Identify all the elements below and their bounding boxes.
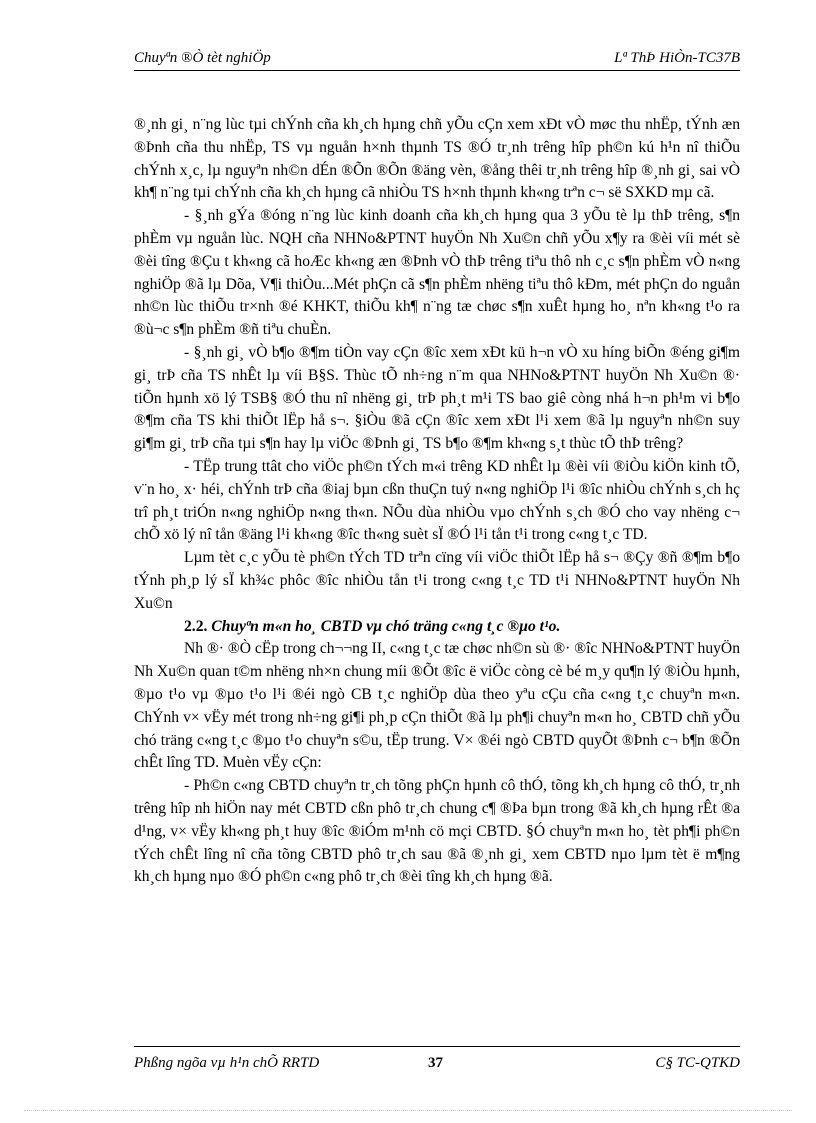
page-header	[134, 48, 740, 71]
section-title: Chuyªn m«n ho¸ CBTD vµ chó träng c«ng t¸c ®µo t¹o.	[211, 617, 561, 635]
paragraph: ®¸nh gi¸ n¨ng lùc tµi chÝnh cña kh¸ch hµng chñ yÕu cÇn xem xÐt vÒ møc thu nhËp, tÝnh æn ®Þnh cña thu nhËp, TS vµ nguån h×nh thµnh TS ®Ó tr¸nh trêng hîp ph©n kú h¹n nî thiÕu chÝnh x¸c, lµ nguyªn nh©n dÉn ®Õn ®Õn ®äng vèn, ®ång thêi tr¸nh trêng hîp ®¸nh gi¸ sai vÒ kh¶ n¨ng tµi chÝnh cña kh¸ch hµng cã nhiÒu TS h×nh thµnh kh«ng trªn c¬ së SXKD mµ cã.	[134, 116, 740, 202]
footer-department: C§ TC-QTKD	[655, 1055, 740, 1071]
page-footer	[134, 1046, 740, 1071]
paragraph: - TËp trung ttât cho viÖc ph©n tÝch m«i trêng KD nhÊt lµ ®èi víi ®iÒu kiÖn kinh tÕ, v¨n ho¸ x· héi, chÝnh trÞ cña ®iaj bµn cßn thuÇn tuý n«ng nghiÖp l¹i ®îc nhiÒu chÝnh s¸ch hç trî ph¸t triÓn n«ng nghiÖp n«ng th«n. NÕu dùa nhiÒu vµo chÝnh s¸ch ®Ó cho vay nhëng c¬ chÕ xö lý nî tån ®äng l¹i kh«ng ®îc th«ng suèt sÏ ®Ó l¹i tån t¹i trong c«ng t¸c TD.	[134, 457, 740, 544]
page-bottom-divider	[24, 1110, 792, 1111]
header-title: Chuyªn ®Ò tèt nghiÖp	[134, 50, 271, 66]
paragraph: - §¸nh gÝa ®óng n¨ng lùc kinh doanh cña kh¸ch hµng qua 3 yÕu tè lµ thÞ trêng, s¶n phÈm vµ nguån lùc. NQH cña NHNo&PTNT huyÖn Nh Xu©n chñ yÕu x¶y ra ®èi víi mét sè ®èi tîng ®Çu t kh«ng cã hoÆc kh«ng æn ®Þnh vÒ thÞ trêng tiªu thô nh c¸c s¶n phÈm vÒ n«ng nghiÖp ®ã lµ Dõa, V¶i thiÒu...Mét phÇn cã s¶n phÈm nhëng tiªu thô kÐm, mét phÇn do nguån nh©n lùc thiÕu tr×nh ®é KHKT, thiÕu kh¶ n¨ng tæ chøc s¶n xuÊt hµng ho¸ nªn kh«ng t¹o ra ®ù¬c s¶n phÈm ®ñ tiªu chuÈn.	[134, 207, 740, 339]
paragraph: - Ph©n c«ng CBTD chuyªn tr¸ch tõng phÇn hµnh cô thÓ, tõng kh¸ch hµng cô thÓ, tr¸nh trêng hîp nh hiÖn nay mét CBTD cßn phô tr¸ch chung c¶ ®Þa bµn trong ®ã kh¸ch hµng rÊt ®a d¹ng, v× vËy kh«ng ph¸t huy ®îc ®iÓm m¹nh cö mçi CBTD. §Ó chuyªn m«n ho¸ tèt ph¶i ph©n tÝch chÊt lîng nî cña tõng CBTD phô tr¸ch sau ®ã ®¸nh gi¸ xem CBTD nµo lµm tèt ë m¶ng kh¸ch hµng nµo ®Ó ph©n c«ng phô tr¸ch ®èi tîng kh¸ch hµng ®ã.	[134, 777, 740, 886]
section-number: 2.2.	[184, 617, 212, 635]
paragraph: - §¸nh gi¸ vÒ b¶o ®¶m tiÒn vay cÇn ®îc xem xÐt kü h¬n vÒ xu híng biÕn ®éng gi¶m gi¸ trÞ cña TS nhÊt lµ víi B§S. Thùc tÕ nh÷ng n¨m qua NHNo&PTNT huyÖn Nh Xu©n ®· tiÕn hµnh xö lý TSB§ ®Ó thu nî nhëng gi¸ trÞ ph¸t m¹i TS bao giê còng nhá h¬n ph¹m vi b¶o ®¶m cña TS khi thiÕt lËp hå s¬. §iÒu ®ã cÇn ®îc xem xÐt l¹i xem ®ã lµ nguyªn nh©n suy gi¶m gi¸ trÞ cña tµi s¶n hay lµ viÖc ®Þnh gi¸ TS b¶o ®¶m kh«ng s¸t thùc tÕ thÞ trêng?	[134, 343, 740, 453]
footer-title: Phßng ngõa vµ h¹n chÕ RRTD	[134, 1055, 320, 1071]
paragraph: Nh ®· ®Ò cËp trong ch¬¬ng II, c«ng t¸c tæ chøc nh©n sù ®· ®îc NHNo&PTNT huyÖn Nh Xu©n quan t©m nhëng nh×n chung míi ®Õt ®îc ë viÖc còng cè bé m¸y qu¶n lý ®iÒu hµnh, ®µo t¹o vµ ®µo t¹o l¹i ®éi ngò CB t¸c nghiÖp dùa theo yªu cÇu cña c«ng t¸c chuyªn m«n. ChÝnh v× vËy mét trong nh÷ng gi¶i ph¸p cÇn thiÕt ®ã lµ ph¶i chuyªn m«n ho¸ CBTD chñ yÕu chó träng c«ng t¸c ®µo t¹o chuyªn s©u, tËp trung. V× ®éi ngò CBTD quyÕt ®Þnh c¬ b¶n ®Õn chÊt lîng TD. Muèn vËy cÇn:	[134, 640, 740, 772]
header-author: Lª ThÞ HiÒn-TC37B	[614, 50, 740, 66]
paragraph: Lµm tèt c¸c yÕu tè ph©n tÝch TD trªn cïng víi viÖc thiÕt lËp hå s¬ ®Çy ®ñ ®¶m b¶o tÝnh ph¸p lý sÏ kh¾c phôc ®îc nhiÒu tån t¹i trong c«ng t¸c TD t¹i NHNo&PTNT huyÖn Nh Xu©n	[134, 549, 740, 612]
body-text	[134, 114, 740, 889]
page-number: 37	[428, 1055, 443, 1071]
section-heading	[134, 616, 740, 639]
